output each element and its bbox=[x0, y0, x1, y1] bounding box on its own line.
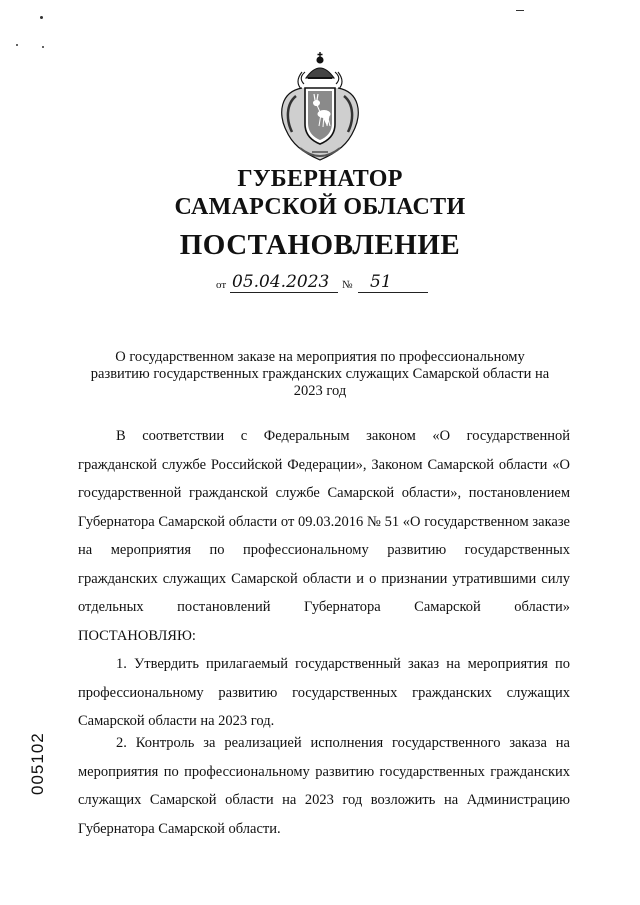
coat-of-arms-icon bbox=[272, 48, 368, 166]
date-underline bbox=[230, 292, 338, 293]
scan-speck bbox=[516, 10, 524, 11]
issuer-title-line1: ГУБЕРНАТОР bbox=[237, 166, 403, 192]
number-value: 51 bbox=[370, 272, 392, 292]
clause-1-paragraph: 1. Утвердить прилагаемый государственный заказ на мероприятия по профессиональному развитию государственных гражданских служащих Самарской области на 2023 год. bbox=[78, 656, 570, 729]
date-value: 05.04.2023 bbox=[232, 272, 330, 292]
scan-speck bbox=[42, 46, 44, 48]
registration-code: 005102 bbox=[28, 732, 47, 795]
document-type: ПОСТАНОВЛЕНИЕ bbox=[179, 229, 461, 261]
scan-speck bbox=[40, 16, 43, 19]
document-subject: О государственном заказе на мероприятия по профессиональному развитию государственных гражданских служащих Самарской области на 2023 год bbox=[90, 349, 550, 399]
issuer-title-line2: САМАРСКОЙ ОБЛАСТИ bbox=[174, 194, 466, 220]
date-label: от bbox=[216, 279, 227, 291]
preamble-paragraph: В соответствии с Федеральным законом «О государственной гражданской службе Российской Федерации», Законом Самарской области «О государственной гражданской службе Самарской области», постановлением Губернатора Самарской области от 09.03.2016 № 51 «О государственном заказе на мероприятия по профессиональному развитию государственных гражданских служащих Самарской области и о признании утратившими силу отдельных постановлений Губернатора Самарской области» ПОСТАНОВЛЯЮ: bbox=[78, 428, 570, 644]
number-underline bbox=[358, 292, 428, 293]
clause-2-paragraph: 2. Контроль за реализацией исполнения государственного заказа на мероприятия по профессиональному развитию государственных гражданских служащих Самарской области на 2023 год возложить на Администрацию Губернатора Самарской области. bbox=[78, 735, 570, 837]
date-number-line bbox=[212, 274, 452, 294]
number-label: № bbox=[342, 279, 353, 291]
scan-speck bbox=[16, 44, 18, 46]
